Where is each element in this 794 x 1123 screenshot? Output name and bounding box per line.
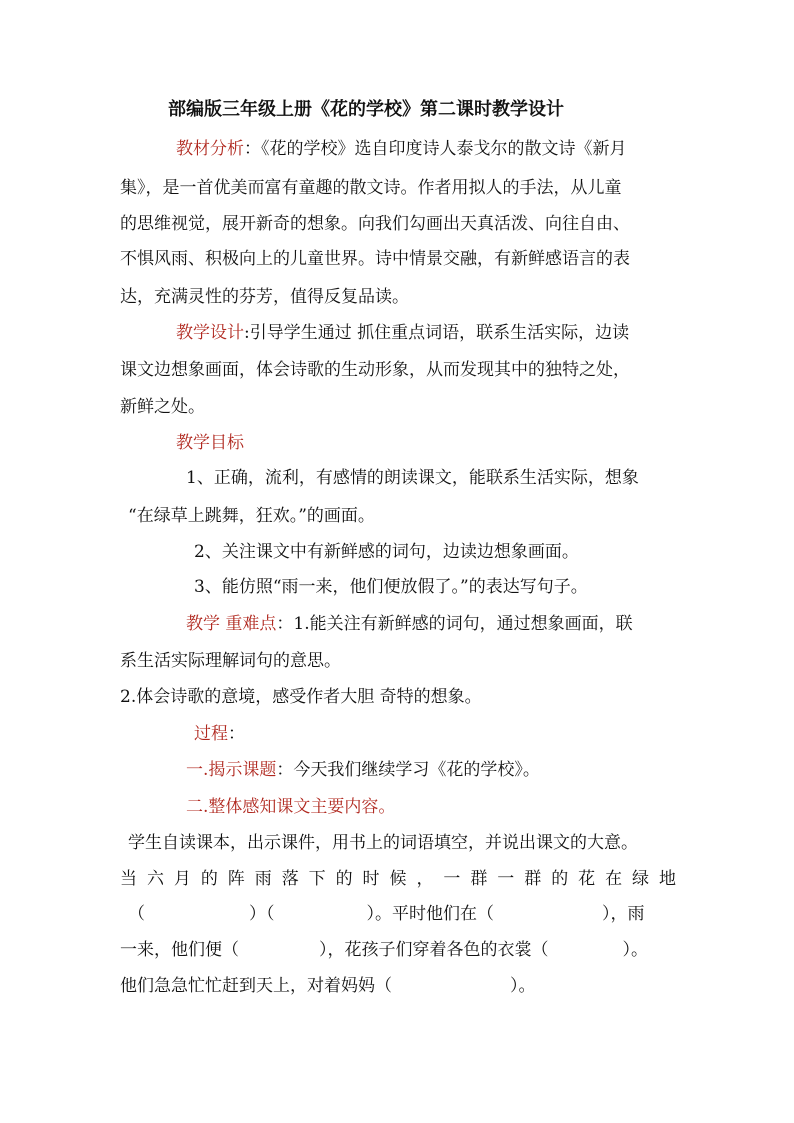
fill-line-3-b: ），花孩子们穿着各色的衣裳（ — [319, 940, 549, 960]
process-step-2 — [186, 796, 395, 818]
keypoints-text-1: ：1.能关注有新鲜感的词句，通过想象画面，联 — [276, 614, 633, 634]
activity-instruction: 学生自读课本，出示课件，用书上的词语填空，并说出课文的大意。 — [128, 833, 638, 853]
fill-line-3 — [120, 939, 648, 961]
fill-line-3-c: ）。 — [622, 940, 648, 960]
fill-line-4-b: ）。 — [510, 976, 536, 996]
goal-1-line-2: “在绿草上跳舞，狂欢。”的画面。 — [128, 506, 375, 526]
fill-close-3: ），雨 — [602, 904, 645, 924]
fill-line-4 — [120, 975, 536, 997]
analysis-line-4: 不惧风雨、积极向上的儿童世界。诗中情景交融，有新鲜感语言的表 — [120, 249, 630, 269]
fill-line-2 — [128, 903, 645, 925]
goal-3: 3、能仿照“雨一来，他们便放假了。”的表达写句子。 — [194, 577, 588, 597]
goal-2: 2、关注课文中有新鲜感的词句，边读边想象画面。 — [194, 542, 579, 562]
keypoints-line-1 — [186, 613, 633, 635]
keypoints-line-2: 系生活实际理解词句的意思。 — [120, 651, 341, 671]
analysis-line-1 — [176, 138, 627, 160]
analysis-line-3: 的思维视觉，展开新奇的想象。向我们勾画出天真活泼、向往自由、 — [120, 214, 630, 234]
process-step-1-label: 一.揭示课题 — [186, 760, 277, 780]
fill-close-1: ） — [249, 904, 266, 924]
fill-line-1: 当六月的阵雨落下的时候，一群一群的花在绿地 — [120, 869, 676, 889]
goals-heading: 教学目标 — [176, 433, 244, 453]
analysis-line-2: 集》，是一首优美而富有童趣的散文诗。作者用拟人的手法，从儿童 — [120, 178, 622, 198]
process-colon: ： — [228, 724, 245, 744]
analysis-text-1: 《花的学校》选自印度诗人泰戈尔的散文诗《新月 — [261, 139, 627, 159]
fill-open-1: （ — [128, 904, 145, 924]
design-line-2: 课文边想象画面，体会诗歌的生动形象，从而发现其中的独特之处， — [120, 360, 630, 380]
keypoints-line-3: 2.体会诗歌的意境，感受作者大胆 奇特的想象。 — [120, 687, 482, 707]
design-text-1: :引导学生通过 抓住重点词语，联系生活实际，边读 — [244, 323, 630, 343]
design-line-3: 新鲜之处。 — [120, 397, 205, 417]
process-step-1-text: ：今天我们继续学习《花的学校》。 — [276, 760, 540, 780]
document-title: 部编版三年级上册《花的学校》第二课时教学设计 — [168, 99, 564, 120]
process-step-1 — [186, 759, 540, 781]
process-step-2-dot: 。 — [378, 797, 396, 817]
process-heading: 过程 — [194, 724, 228, 744]
process-step-2-label: 二.整体感知课文主要内容 — [186, 797, 379, 817]
design-label: 教学设计 — [176, 323, 244, 343]
keypoints-label: 教学 重难点 — [186, 614, 277, 634]
analysis-sep: ： — [244, 139, 261, 159]
fill-close-2: ）。平时他们在（ — [366, 904, 494, 924]
analysis-label: 教材分析 — [176, 139, 244, 159]
fill-line-4-a: 他们急急忙忙赶到天上，对着妈妈（ — [120, 976, 392, 996]
analysis-line-5: 达，充满灵性的芬芳，值得反复品读。 — [120, 287, 409, 307]
goal-1-line-1: 1、正确，流利，有感情的朗读课文，能联系生活实际，想象 — [186, 468, 639, 488]
fill-open-2: （ — [266, 904, 275, 924]
process-heading-line — [194, 723, 245, 745]
fill-line-3-a: 一来，他们便（ — [120, 940, 239, 960]
design-line-1 — [176, 322, 629, 344]
